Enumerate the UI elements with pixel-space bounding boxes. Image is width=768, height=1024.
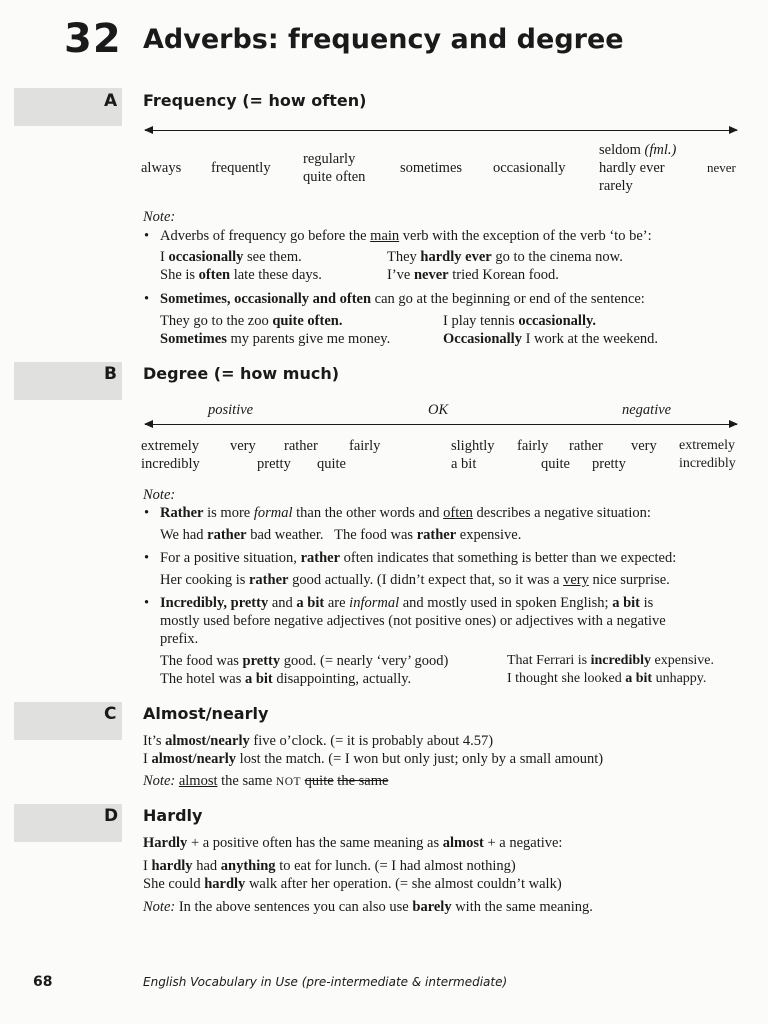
- example-line: We had rather bad weather. The food was rather expensive.: [160, 527, 522, 543]
- example-line: They hardly ever go to the cinema now.: [387, 249, 623, 265]
- freq-always: always: [141, 160, 182, 176]
- degree-word: fairly: [349, 438, 381, 454]
- degree-word: very: [230, 438, 256, 454]
- bullet-b3-line2: mostly used before negative adjectives (not positive ones) or adjectives with a negative: [160, 613, 666, 629]
- degree-word: very: [631, 438, 657, 454]
- freq-hardly-ever: hardly ever: [599, 160, 665, 176]
- degree-negative-label: negative: [622, 402, 672, 418]
- page-number: 68: [33, 974, 53, 990]
- section-c-letter: C: [104, 704, 117, 724]
- bullet-b1: • Rather is more formal than the other words and often describes a negative situation:: [160, 504, 651, 522]
- unit-number: 32: [64, 16, 122, 62]
- example-line: Occasionally I work at the weekend.: [443, 331, 659, 347]
- degree-word: extremely: [679, 438, 735, 453]
- bullet-b2: • For a positive situation, rather often indicates that something is better than we expected:: [160, 549, 676, 567]
- freq-sometimes: sometimes: [400, 160, 463, 176]
- example-line: I hardly had anything to eat for lunch. (= I had almost nothing): [143, 858, 516, 874]
- degree-word: quite: [541, 456, 570, 472]
- example-line: I’ve never tried Korean food.: [387, 267, 559, 283]
- degree-word: pretty: [257, 456, 291, 472]
- degree-word: incredibly: [141, 456, 200, 472]
- freq-rarely: rarely: [599, 178, 633, 194]
- section-b-letter: B: [104, 364, 117, 384]
- freq-seldom: seldom (fml.): [599, 142, 677, 158]
- degree-word: rather: [284, 438, 318, 454]
- freq-regularly: regularly: [303, 151, 356, 167]
- note-label: Note:: [143, 487, 176, 503]
- freq-quite-often: quite often: [303, 169, 366, 185]
- degree-word: quite: [317, 456, 346, 472]
- degree-scale-arrow: [145, 424, 737, 425]
- degree-word: slightly: [451, 438, 495, 454]
- freq-never: never: [707, 160, 736, 175]
- section-b-heading: Degree (= how much): [143, 364, 340, 383]
- degree-ok-label: OK: [428, 402, 449, 418]
- example-line: She is often late these days.: [160, 267, 322, 283]
- example-line: That Ferrari is incredibly expensive.: [507, 653, 714, 668]
- degree-word: incredibly: [679, 456, 736, 471]
- section-d-letter: D: [104, 806, 119, 826]
- bullet-b3-line3: prefix.: [160, 631, 199, 647]
- degree-word: pretty: [592, 456, 626, 472]
- section-d-heading: Hardly: [143, 806, 203, 825]
- example-line: Hardly + a positive often has the same meaning as almost + a negative:: [143, 835, 563, 851]
- example-line: It’s almost/nearly five o’clock. (= it is probably about 4.57): [143, 733, 494, 749]
- example-line: They go to the zoo quite often.: [160, 313, 343, 329]
- example-line: The food was pretty good. (= nearly ‘very’ good): [160, 653, 449, 669]
- example-line: Sometimes my parents give me money.: [160, 331, 391, 347]
- bullet-a1: • Adverbs of frequency go before the main verb with the exception of the verb ‘to be’:: [160, 227, 652, 245]
- note-line: Note: In the above sentences you can also use barely with the same meaning.: [143, 899, 593, 915]
- freq-frequently: frequently: [211, 160, 271, 176]
- degree-word: a bit: [451, 456, 477, 472]
- example-line: I play tennis occasionally.: [443, 313, 597, 329]
- degree-word: extremely: [141, 438, 199, 454]
- example-line: The hotel was a bit disappointing, actually.: [160, 671, 412, 687]
- book-title: English Vocabulary in Use (pre-intermediate & intermediate): [143, 975, 508, 989]
- bullet-b3: • Incredibly, pretty and a bit are informal and mostly used in spoken English; a bit is: [160, 594, 653, 612]
- example-line: I thought she looked a bit unhappy.: [507, 671, 707, 686]
- example-line: Her cooking is rather good actually. (I didn’t expect that, so it was a very nice surprise.: [160, 572, 670, 588]
- example-line: She could hardly walk after her operation. (= she almost couldn’t walk): [143, 876, 562, 892]
- page-title: Adverbs: frequency and degree: [143, 24, 624, 55]
- degree-positive-label: positive: [208, 402, 254, 418]
- degree-word: fairly: [517, 438, 549, 454]
- note-line: Note: almost the same NOT quite the same: [143, 773, 389, 789]
- freq-occasionally: occasionally: [493, 160, 566, 176]
- degree-word: rather: [569, 438, 603, 454]
- example-line: I almost/nearly lost the match. (= I won but only just; only by a small amount): [143, 751, 604, 767]
- section-a-heading: Frequency (= how often): [143, 91, 367, 110]
- note-label: Note:: [143, 209, 176, 225]
- section-a-letter: A: [104, 91, 118, 111]
- bullet-a2: • Sometimes, occasionally and often can go at the beginning or end of the sentence:: [160, 290, 645, 308]
- example-line: I occasionally see them.: [160, 249, 302, 265]
- section-c-heading: Almost/nearly: [143, 704, 269, 723]
- frequency-scale-arrow: [145, 130, 737, 131]
